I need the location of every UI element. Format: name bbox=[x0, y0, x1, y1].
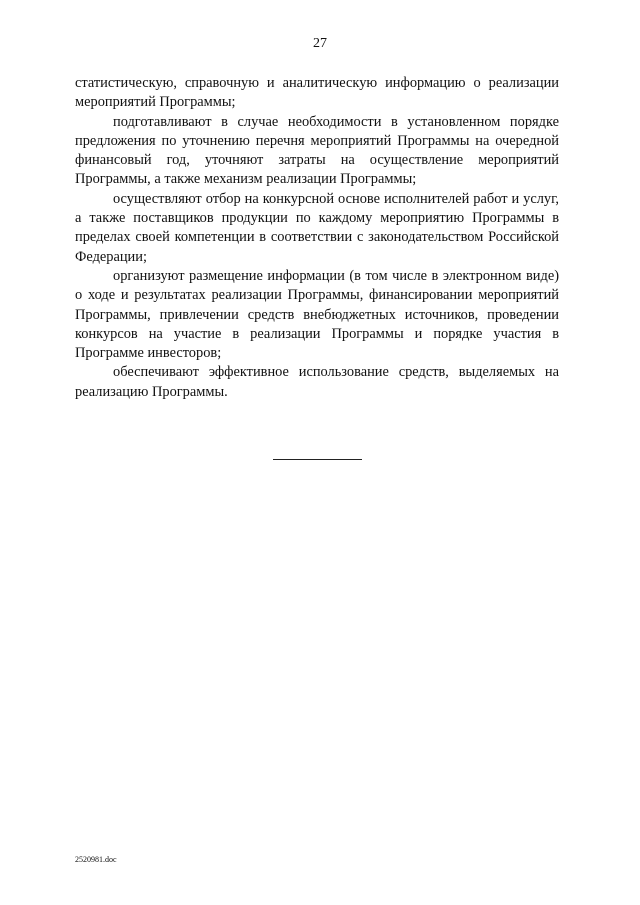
paragraph-proposals: подготавливают в случае необходимости в установленном порядке предложения по уточнению перечня мероприятий Программы на очередной финансовый год, уточняют затраты на осуществление мероприятий Программы, а также механизм реализации Программы; bbox=[75, 113, 559, 188]
paragraph-continuation: статистическую, справочную и аналитическую информацию о реализации мероприятий Программы; bbox=[75, 75, 559, 111]
paragraph-contractor-selection: осуществляют отбор на конкурсной основе исполнителей работ и услуг, а также поставщиков продукции по каждому мероприятию Программы в пределах своей компетенции в соответствии с законодательством Российской Федерации; bbox=[75, 190, 559, 265]
footer-filename: 2520981.doc bbox=[75, 855, 117, 864]
page-number: 27 bbox=[313, 36, 327, 51]
paragraph-effective-use: обеспечивают эффективное использование средств, выделяемых на реализацию Программы. bbox=[75, 364, 559, 400]
end-of-text-divider bbox=[273, 459, 362, 460]
paragraph-information-publishing: организуют размещение информации (в том числе в электронном виде) о ходе и результатах реализации Программы, финансировании мероприятий Программы, привлечении средств внебюджетных источников, проведении конкурсов на участие в реализации Программы и порядке участия в Программе инвесторов; bbox=[75, 267, 559, 362]
document-body bbox=[75, 74, 559, 402]
